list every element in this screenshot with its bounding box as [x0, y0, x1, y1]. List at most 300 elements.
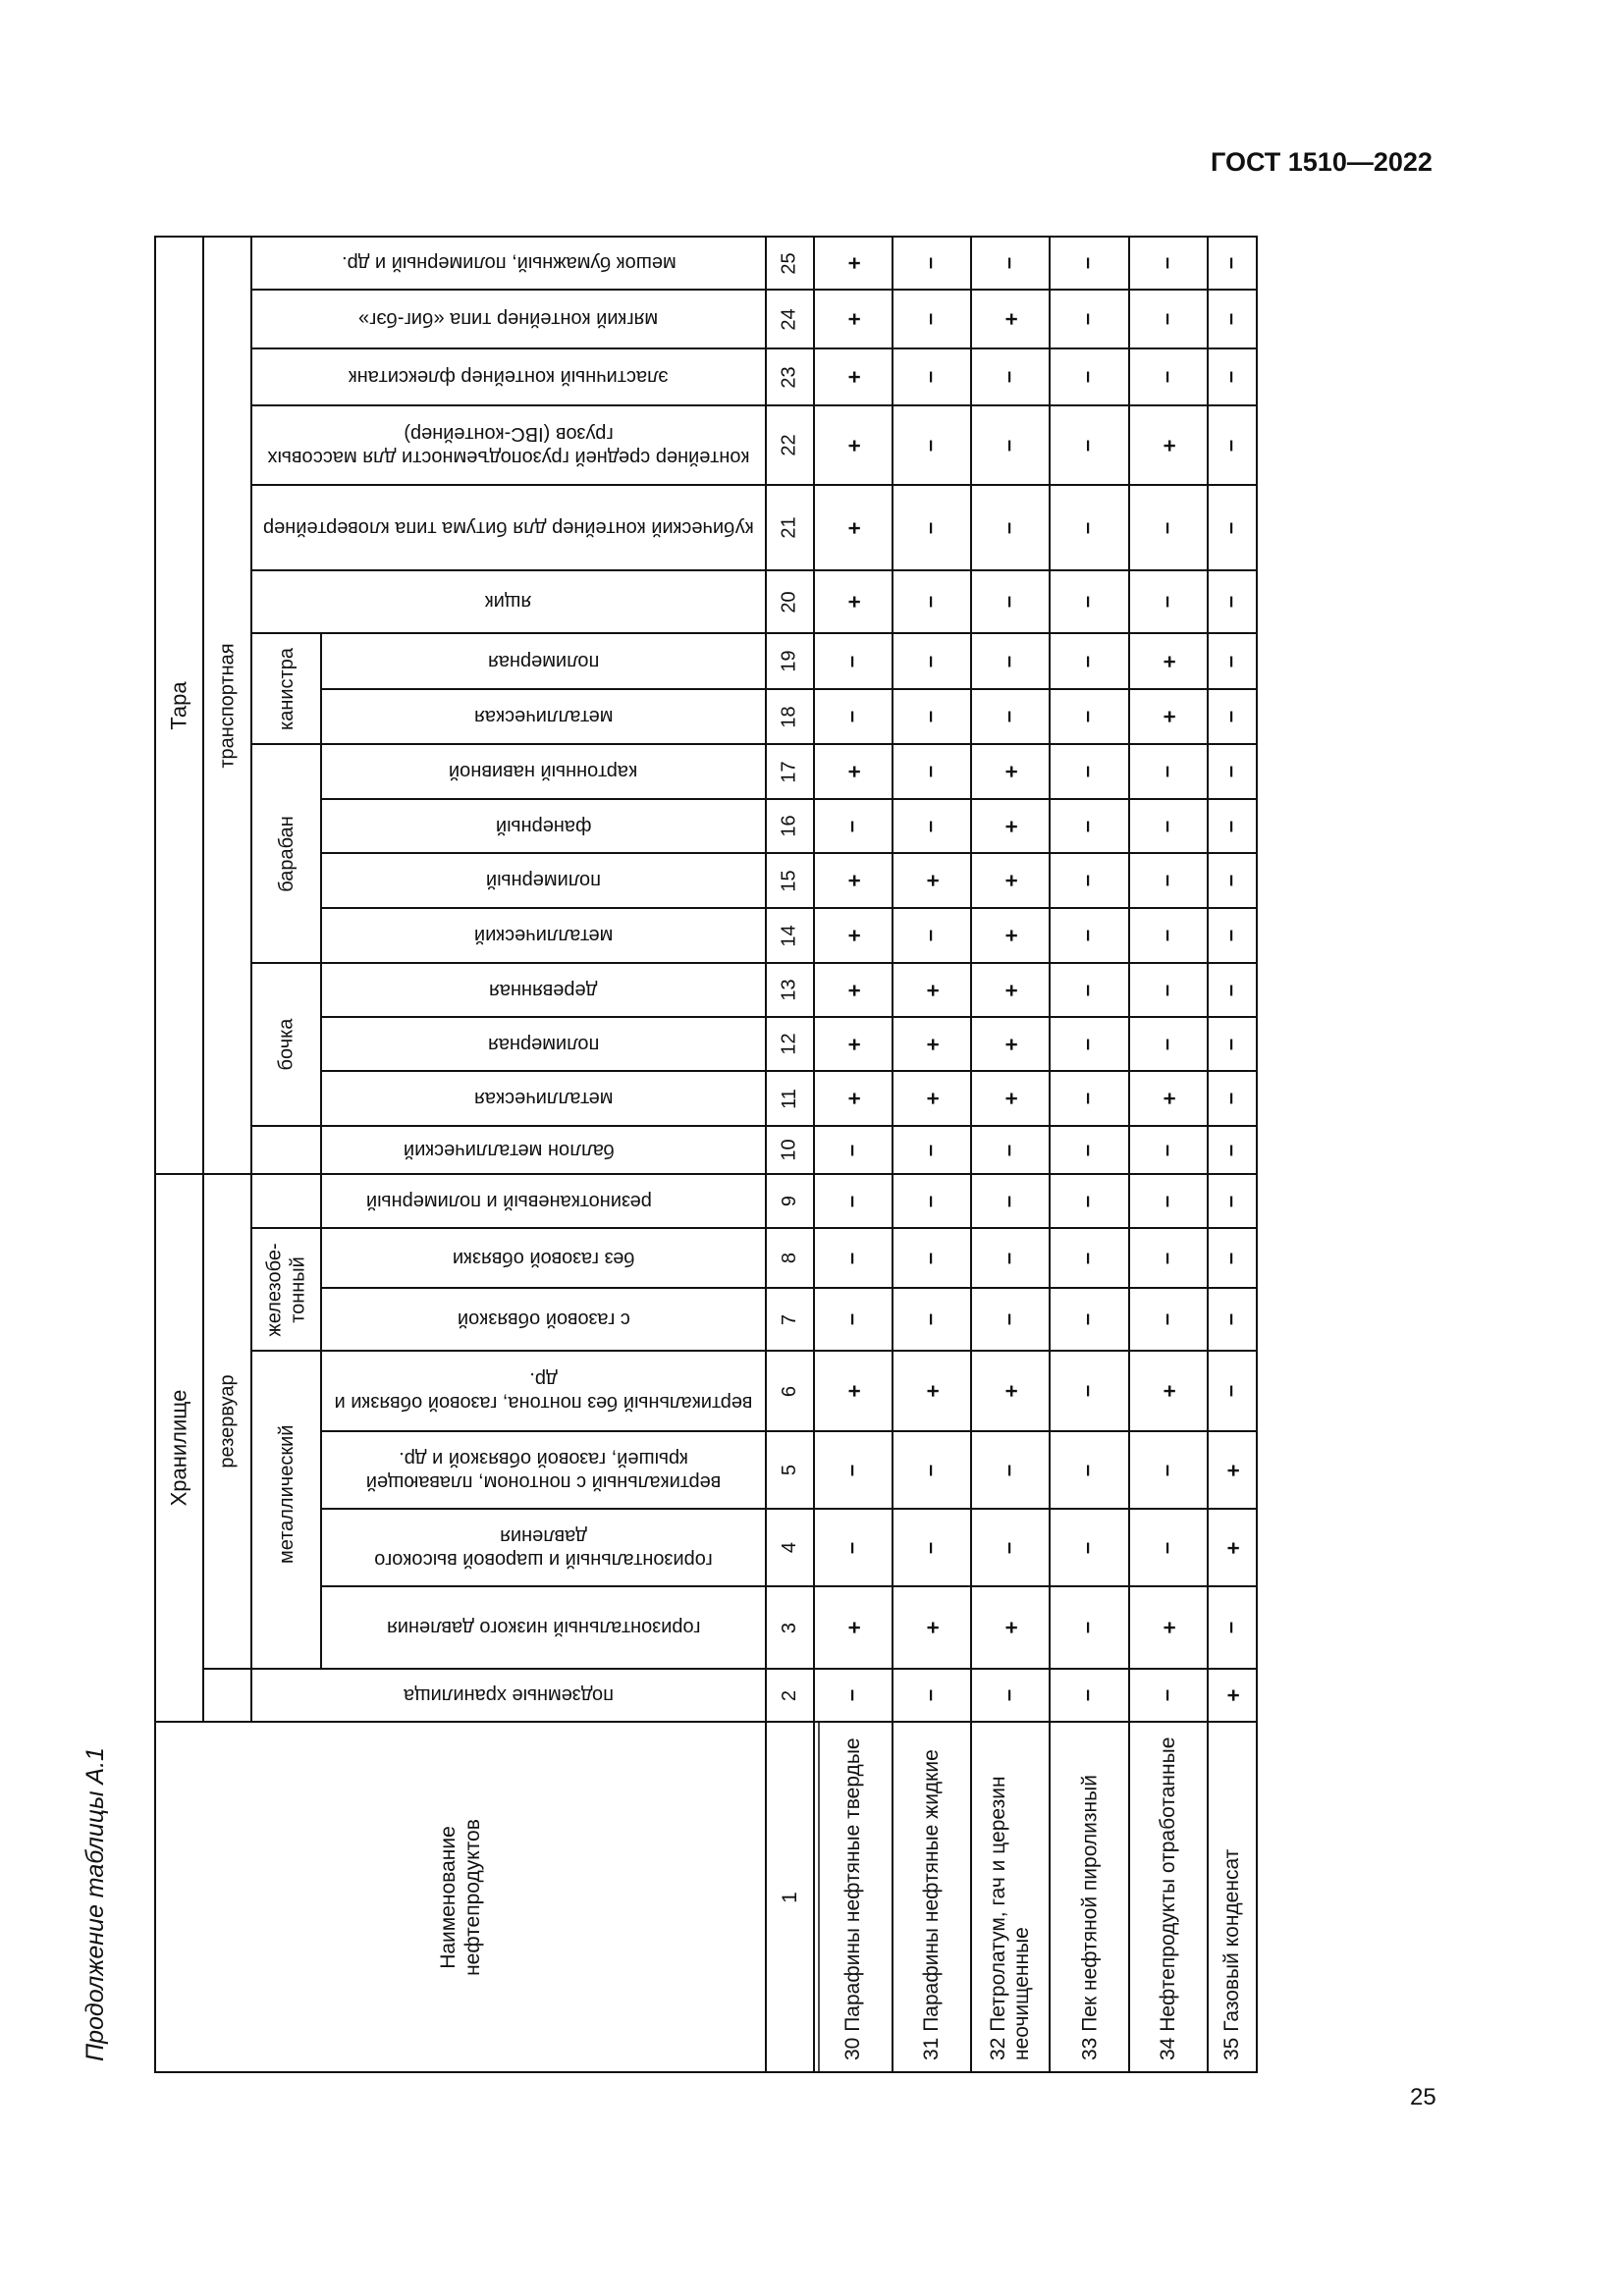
mark-cell [1050, 908, 1129, 963]
dash-mark: – [1157, 1541, 1181, 1554]
plus-mark: + [1156, 655, 1181, 667]
mark-cell [814, 1669, 893, 1722]
dash-mark: – [999, 256, 1023, 270]
dash-mark: – [841, 1144, 866, 1156]
product-name-cell [971, 1722, 1050, 2072]
mark-cell [1050, 1126, 1129, 1174]
subgroup-reservoir-label: резервуар [216, 1374, 239, 1468]
mark-cell [893, 1174, 971, 1228]
mark-cell [814, 1017, 893, 1071]
dash-mark: – [1220, 1621, 1245, 1634]
column-number-cell [766, 290, 814, 348]
mark-cell [1208, 348, 1257, 405]
column-header-8 [321, 1228, 766, 1288]
column-number-cell [766, 1174, 814, 1228]
column-number: 15 [779, 869, 800, 892]
mark-cell [1129, 1071, 1208, 1126]
product-name: 30 Парафины нефтяные твердые [841, 1737, 864, 2060]
type-header-cell [251, 1351, 321, 1669]
dash-mark: – [1220, 1038, 1245, 1050]
dash-mark: – [1157, 595, 1181, 609]
corner-label: Наименование нефтепродуктов [437, 1818, 484, 1976]
mark-cell [1208, 963, 1257, 1017]
mark-cell [1129, 290, 1208, 348]
dash-mark: – [999, 710, 1023, 723]
column-number-cell [766, 1017, 814, 1071]
dash-mark: – [1220, 1144, 1245, 1156]
column-number-cell [766, 1586, 814, 1669]
mark-cell [893, 1288, 971, 1351]
group-cell-tare [155, 237, 203, 1174]
dash-mark: – [1220, 929, 1245, 942]
mark-cell [1129, 348, 1208, 405]
mark-cell [814, 963, 893, 1017]
dash-mark: – [1157, 765, 1181, 778]
column-label: горизонтальный и шаровой высокого давления [374, 1524, 713, 1571]
mark-cell [893, 570, 971, 633]
plus-mark: + [998, 1621, 1023, 1634]
column-number: 14 [779, 924, 800, 947]
plus-mark: + [998, 765, 1023, 778]
mark-cell [814, 744, 893, 799]
dash-mark: – [1157, 1312, 1181, 1326]
plus-mark: + [840, 1621, 866, 1634]
mark-cell [1208, 1228, 1257, 1288]
product-name-cell [893, 1722, 971, 2072]
dash-mark: – [1077, 929, 1103, 942]
dash-mark: – [1220, 312, 1245, 326]
column-number: 12 [779, 1033, 800, 1055]
mark-cell [814, 290, 893, 348]
plus-mark: + [919, 1384, 945, 1398]
type-header-label: железобе-тонный [263, 1242, 309, 1337]
mark-cell [1050, 1017, 1129, 1071]
column-header-16 [321, 799, 766, 853]
subgroup-cell-transport [203, 237, 251, 1174]
plus-mark: + [840, 312, 866, 326]
dash-mark: – [841, 655, 866, 667]
plus-mark: + [840, 370, 866, 384]
mark-cell [1050, 799, 1129, 853]
mark-cell [814, 1586, 893, 1669]
dash-mark: – [999, 370, 1023, 384]
column-label: деревянная [489, 979, 598, 1001]
plus-mark: + [1156, 439, 1181, 452]
mark-cell [1208, 1509, 1257, 1586]
mark-cell [893, 1071, 971, 1126]
type-header-label: канистра [275, 647, 298, 730]
dash-mark: – [920, 929, 945, 942]
mark-cell [1050, 348, 1129, 405]
dash-mark: – [1077, 1252, 1103, 1264]
dash-mark: – [999, 439, 1023, 452]
mark-cell [971, 290, 1050, 348]
column-header-25 [251, 237, 766, 290]
plus-mark: + [919, 1092, 945, 1105]
dash-mark: – [1157, 1464, 1181, 1476]
column-header-13 [321, 963, 766, 1017]
dash-mark: – [1220, 595, 1245, 609]
column-header-9 [251, 1174, 766, 1228]
dash-mark: – [1157, 1144, 1181, 1156]
dash-mark: – [999, 1195, 1023, 1207]
mark-cell [814, 348, 893, 405]
dash-mark: – [1157, 312, 1181, 326]
plus-mark: + [840, 256, 866, 270]
plus-mark: + [919, 984, 945, 996]
mark-cell [1050, 1431, 1129, 1509]
plus-mark: + [840, 765, 866, 778]
mark-cell [1050, 963, 1129, 1017]
mark-cell [893, 1586, 971, 1669]
column-number-cell [766, 237, 814, 290]
mark-cell [814, 1509, 893, 1586]
dash-mark: – [920, 1312, 945, 1326]
mark-cell [1208, 744, 1257, 799]
mark-cell [814, 633, 893, 689]
column-number: 23 [779, 365, 800, 389]
mark-cell [1208, 290, 1257, 348]
plus-mark: + [998, 312, 1023, 326]
mark-cell [1129, 908, 1208, 963]
type-header-cell [251, 1228, 321, 1351]
mark-cell [1208, 689, 1257, 744]
mark-cell [1208, 570, 1257, 633]
column-header-11 [321, 1071, 766, 1126]
dash-mark: – [1077, 984, 1103, 996]
mark-cell [1129, 1586, 1208, 1669]
mark-cell [893, 348, 971, 405]
mark-cell [814, 908, 893, 963]
mark-cell [1129, 570, 1208, 633]
mark-cell [893, 799, 971, 853]
plus-mark: + [840, 874, 866, 887]
table-caption: Продолжение таблицы А.1 [81, 1747, 109, 2061]
plus-mark: + [840, 929, 866, 942]
mark-cell [971, 348, 1050, 405]
dash-mark: – [1220, 1312, 1245, 1326]
plus-mark: + [998, 929, 1023, 942]
dash-mark: – [841, 710, 866, 723]
dash-mark: – [1077, 521, 1103, 534]
dash-mark: – [1077, 595, 1103, 609]
column-number: 22 [779, 434, 800, 456]
dash-mark: – [1157, 874, 1181, 887]
mark-cell [814, 689, 893, 744]
mark-cell [814, 237, 893, 290]
column-number: 25 [779, 251, 800, 275]
dash-mark: – [1077, 1144, 1103, 1156]
dash-mark: – [999, 1541, 1023, 1554]
dash-mark: – [920, 370, 945, 384]
plus-mark: + [840, 521, 866, 534]
column-number-cell [766, 570, 814, 633]
column-number-cell [766, 689, 814, 744]
column-number-cell [766, 744, 814, 799]
dash-mark: – [1077, 312, 1103, 326]
column-number: 10 [779, 1139, 800, 1161]
dash-mark: – [1077, 820, 1103, 832]
mark-cell [814, 1288, 893, 1351]
mark-cell [1208, 799, 1257, 853]
mark-cell [1050, 744, 1129, 799]
mark-cell [893, 1431, 971, 1509]
column-label: подземные хранилища [404, 1684, 614, 1706]
type-header-cell [251, 633, 321, 744]
dash-mark: – [1077, 1541, 1103, 1554]
plus-mark: + [998, 874, 1023, 887]
column-header-7 [321, 1288, 766, 1351]
plus-mark: + [1156, 1092, 1181, 1105]
dash-mark: – [920, 655, 945, 667]
column-number-cell [766, 1669, 814, 1722]
column-label: металлическая [473, 706, 614, 727]
column-label: полимерная [487, 1033, 600, 1055]
mark-cell [1129, 1126, 1208, 1174]
column-header-19 [321, 633, 766, 689]
mark-cell [814, 1071, 893, 1126]
mark-cell [893, 290, 971, 348]
dash-mark: – [1077, 710, 1103, 723]
mark-cell [1129, 963, 1208, 1017]
type-header-label: бочка [275, 1018, 298, 1071]
dash-mark: – [1157, 256, 1181, 270]
column-header-23 [251, 348, 766, 405]
mark-cell [1050, 570, 1129, 633]
plus-mark: + [1219, 1541, 1245, 1554]
corner-num: 1 [778, 1891, 801, 1903]
mark-cell [1050, 689, 1129, 744]
plus-mark: + [998, 984, 1023, 996]
mark-cell [1208, 633, 1257, 689]
dash-mark: – [841, 1252, 866, 1264]
column-number-cell [766, 963, 814, 1017]
column-header-10 [251, 1126, 766, 1174]
column-number-cell [766, 405, 814, 485]
mark-cell [971, 1431, 1050, 1509]
subgroup-cell-reservoir [203, 1174, 251, 1669]
product-name-cell [1050, 1722, 1129, 2072]
document-title: ГОСТ 1510—2022 [1211, 147, 1433, 177]
mark-cell [893, 908, 971, 963]
dash-mark: – [1077, 1092, 1103, 1105]
dash-mark: – [999, 1144, 1023, 1156]
column-header-21 [251, 485, 766, 570]
column-header-17 [321, 744, 766, 799]
mark-cell [893, 1669, 971, 1722]
mark-cell [1129, 1509, 1208, 1586]
dash-mark: – [1220, 439, 1245, 452]
mark-cell [1129, 633, 1208, 689]
mark-cell [1129, 799, 1208, 853]
group-tare-label: Тара [166, 680, 191, 730]
dash-mark: – [1220, 521, 1245, 534]
mark-cell [1208, 1431, 1257, 1509]
dash-mark: – [1157, 1252, 1181, 1264]
dash-mark: – [920, 1195, 945, 1207]
plus-mark: + [840, 984, 866, 996]
plus-mark: + [919, 1038, 945, 1050]
mark-cell [1208, 1071, 1257, 1126]
mark-cell [814, 799, 893, 853]
product-name: 34 Нефтепродукты отработанные [1157, 1736, 1179, 2060]
column-label: горизонтальный низкого давления [386, 1617, 701, 1638]
mark-cell [814, 1126, 893, 1174]
mark-cell [1129, 744, 1208, 799]
plus-mark: + [1156, 1384, 1181, 1398]
column-label: картонный навивной [449, 761, 638, 782]
column-label: вертикальный с понтоном, плавающей крышей, газовой обвязкой и др. [365, 1447, 722, 1493]
mark-cell [1050, 853, 1129, 908]
column-number: 24 [779, 307, 800, 331]
plus-mark: + [840, 439, 866, 452]
mark-cell [814, 485, 893, 570]
mark-cell [1129, 1669, 1208, 1722]
plus-mark: + [1156, 710, 1181, 723]
plus-mark: + [919, 874, 945, 887]
product-name-cell [1129, 1722, 1208, 2072]
dash-mark: – [999, 1252, 1023, 1264]
dash-mark: – [920, 1252, 945, 1264]
mark-cell [971, 744, 1050, 799]
mark-cell [1208, 908, 1257, 963]
column-number: 4 [779, 1541, 800, 1554]
product-name: 32 Петролатум, гач и церезин неочищенные [987, 1776, 1033, 2060]
dash-mark: – [1077, 439, 1103, 452]
mark-cell [1050, 237, 1129, 290]
mark-cell [1208, 1174, 1257, 1228]
column-label: металлический [473, 925, 614, 946]
dash-mark: – [1157, 521, 1181, 534]
column-number: 20 [779, 590, 800, 614]
mark-cell [971, 633, 1050, 689]
mark-cell [893, 853, 971, 908]
mark-cell [971, 1017, 1050, 1071]
column-number-cell [766, 908, 814, 963]
dash-mark: – [1220, 984, 1245, 996]
column-header-12 [321, 1017, 766, 1071]
dash-mark: – [1157, 1688, 1181, 1702]
mark-cell [893, 633, 971, 689]
column-label: без газовой обвязки [452, 1247, 635, 1269]
dash-mark: – [1220, 820, 1245, 832]
mark-cell [814, 405, 893, 485]
plus-mark: + [998, 1384, 1023, 1398]
column-number: 9 [779, 1195, 800, 1207]
mark-cell [1208, 485, 1257, 570]
mark-cell [1050, 1351, 1129, 1431]
dash-mark: – [1220, 1195, 1245, 1207]
mark-cell [1050, 290, 1129, 348]
dash-mark: – [920, 765, 945, 778]
column-label: металлическая [473, 1088, 614, 1109]
dash-mark: – [1077, 370, 1103, 384]
corner-num-cell [766, 1722, 814, 2072]
dash-mark: – [1077, 1464, 1103, 1476]
mark-cell [971, 799, 1050, 853]
column-header-4 [321, 1509, 766, 1586]
dash-mark: – [841, 1312, 866, 1326]
mark-cell [971, 853, 1050, 908]
mark-cell [1050, 1288, 1129, 1351]
mark-cell [893, 1509, 971, 1586]
column-label: полимерная [487, 650, 600, 672]
column-number: 19 [779, 650, 800, 672]
mark-cell [1208, 237, 1257, 290]
dash-mark: – [920, 595, 945, 609]
dash-mark: – [999, 595, 1023, 609]
mark-cell [1208, 853, 1257, 908]
column-label: мягкий контейнер типа «биг-бэг» [358, 308, 659, 330]
dash-mark: – [920, 1541, 945, 1554]
dash-mark: – [920, 1464, 945, 1476]
plus-mark: + [998, 1038, 1023, 1050]
column-number-cell [766, 1071, 814, 1126]
dash-mark: – [920, 439, 945, 452]
dash-mark: – [999, 655, 1023, 667]
column-label: мешок бумажный, полимерный и др. [341, 252, 677, 274]
dash-mark: – [999, 1688, 1023, 1702]
mark-cell [1050, 405, 1129, 485]
dash-mark: – [841, 1688, 866, 1702]
mark-cell [1129, 1228, 1208, 1288]
group-cell-storage [155, 1174, 203, 1722]
dash-mark: – [841, 1464, 866, 1476]
type-header-label: барабан [275, 815, 298, 892]
dash-mark: – [920, 710, 945, 723]
dash-mark: – [1077, 1038, 1103, 1050]
dash-mark: – [1220, 710, 1245, 723]
mark-cell [971, 1126, 1050, 1174]
column-label: вертикальный без понтона, газовой обвязки и др. [334, 1368, 753, 1414]
column-header-6 [321, 1351, 766, 1431]
dash-mark: – [1077, 1688, 1103, 1702]
product-name: 33 Пек нефтяной пиролизный [1077, 1775, 1101, 2060]
dash-mark: – [1157, 370, 1181, 384]
mark-cell [1050, 1228, 1129, 1288]
mark-cell [971, 1288, 1050, 1351]
column-number: 17 [779, 760, 800, 783]
dash-mark: – [1157, 1195, 1181, 1207]
mark-cell [1208, 1017, 1257, 1071]
mark-cell [1129, 1017, 1208, 1071]
plus-mark: + [840, 1038, 866, 1050]
column-number: 5 [779, 1464, 800, 1476]
column-header-2 [251, 1669, 766, 1722]
mark-cell [971, 1174, 1050, 1228]
dash-mark: – [920, 1144, 945, 1156]
mark-cell [814, 1351, 893, 1431]
dash-mark: – [1077, 1195, 1103, 1207]
plus-mark: + [840, 595, 866, 609]
mark-cell [1050, 1669, 1129, 1722]
mark-cell [1129, 1174, 1208, 1228]
column-number-cell [766, 633, 814, 689]
corner-cell [155, 1722, 766, 2072]
mark-cell [971, 908, 1050, 963]
mark-cell [1129, 1431, 1208, 1509]
dash-mark: – [999, 521, 1023, 534]
mark-cell [814, 1174, 893, 1228]
mark-cell [1050, 1071, 1129, 1126]
dash-mark: – [1220, 1252, 1245, 1264]
column-number-cell [766, 1431, 814, 1509]
type-header-cell [251, 963, 321, 1126]
mark-cell [893, 485, 971, 570]
mark-cell [893, 1351, 971, 1431]
mark-cell [971, 1071, 1050, 1126]
mark-cell [971, 689, 1050, 744]
